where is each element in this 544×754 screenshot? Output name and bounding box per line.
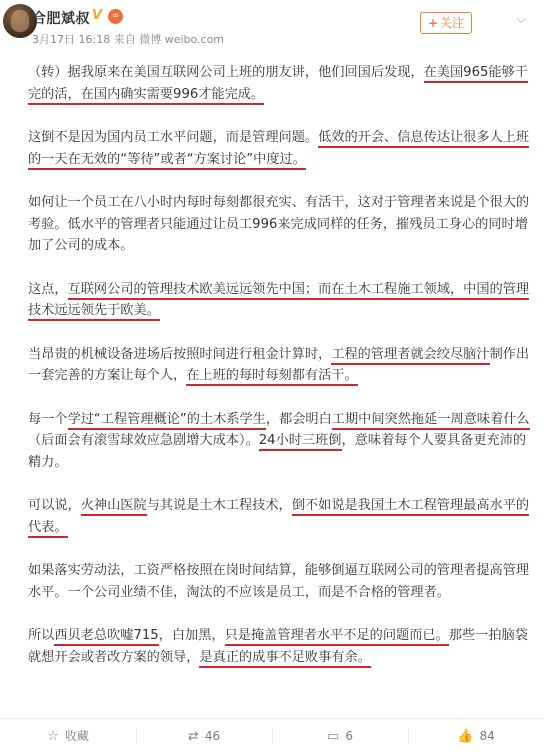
text-segment: 那些一拍脑袋就想开会或者改方案的领导， <box>28 628 528 665</box>
like-button[interactable] <box>408 719 544 754</box>
text-segment: 这倒不是因为国内员工水平问题，而是管理问题。 <box>28 130 319 145</box>
plus-icon: + <box>427 16 439 30</box>
text-segment: 制作出一套完善的方案让每个人， <box>28 346 530 383</box>
text-segment: 每一个 <box>28 411 68 427</box>
underlined-text: 在美国965能够干完的活，在国内确实需要996才能完成。 <box>28 65 528 105</box>
underlined-text: 西贝老总吹嘘715 <box>54 628 158 646</box>
repost-button[interactable] <box>136 719 272 754</box>
text-segment: 如何让一个员工在八小时内每时每刻都很充实、有活干，这对于管理者来说是个很大的考验。低水平的管理者只能通过让员工996来完成同样的任务，摧残员工身心的同时增加了公司的成本。 <box>28 195 530 253</box>
follow-button[interactable] <box>420 12 472 34</box>
text-segment: （后面会有滚雪球效应急剧增大成本）。 <box>28 433 259 448</box>
paragraph-8 <box>28 560 534 603</box>
text-segment: （转）据我原来在美国互联网公司上班的朋友讲，他们回国后发现， <box>28 65 424 80</box>
post-content <box>28 62 534 690</box>
comment-icon: ▭ <box>327 729 340 744</box>
underlined-text: 工期中间突然拖延一周意味着什么 <box>332 412 530 430</box>
underlined-text: 24小时三班倒 <box>259 433 342 451</box>
text-segment: 这点， <box>28 281 68 297</box>
comment-button[interactable] <box>272 719 408 754</box>
paragraph-7 <box>28 495 534 538</box>
underlined-text: 在上班的每时每刻都有活干。 <box>186 368 357 386</box>
text-segment: ，白加黑， <box>158 628 225 643</box>
post-meta <box>32 31 224 47</box>
username[interactable]: 合肥斌叔 <box>32 11 90 27</box>
post-date[interactable]: 3月17日 16:18 <box>32 33 111 46</box>
favorite-label: 收藏 <box>64 729 89 743</box>
underlined-text: 互联网公司的管理技术欧美远远领先中国；而在土木工程施工领域，中国的管理技术远远领先于欧美。 <box>28 282 529 322</box>
underlined-text: 只是掩盖管理者水平不足的问题而已。 <box>225 628 449 646</box>
underlined-text: 学过“工程管理概论”的土木系学生 <box>68 412 266 430</box>
underlined-text: 火神山医院 <box>81 498 147 516</box>
action-bar <box>0 718 544 754</box>
text-segment: 与其说是土木工程技术， <box>146 498 292 513</box>
paragraph-2 <box>28 127 534 170</box>
text-segment: 可以说， <box>28 498 81 513</box>
underlined-text: 是真正的成事不足败事有余。 <box>199 650 370 668</box>
thumbs-up-icon: 👍 <box>457 729 474 744</box>
level-badge-icon: ∞ <box>108 9 123 24</box>
paragraph-9 <box>28 625 534 668</box>
underlined-text: 倒不如说是我国土木工程管理最高水平的代表。 <box>28 498 529 538</box>
repost-count: 46 <box>204 729 221 743</box>
star-icon: ☆ <box>47 729 59 744</box>
text-segment: 当昂贵的机械设备进场后按照时间进行租金计算时， <box>28 346 332 362</box>
paragraph-3 <box>28 192 534 257</box>
comment-count: 6 <box>345 729 353 743</box>
text-segment: 所以 <box>28 628 55 643</box>
follow-label: 关注 <box>440 16 465 30</box>
repost-icon: ⇄ <box>187 729 199 744</box>
favorite-button[interactable] <box>0 719 136 754</box>
text-segment: ，意味着每个人要具备更充沛的精力。 <box>28 433 527 470</box>
post-header <box>0 0 544 46</box>
text-segment: 如果落实劳动法，工资严格按照在岗时间结算，能够倒逼互联网公司的管理者提高管理水平。一个公司业绩不佳，淘汰的不应该是员工，而是不合格的管理者。 <box>28 563 530 600</box>
paragraph-6 <box>28 409 534 474</box>
paragraph-1 <box>28 62 534 105</box>
post-source[interactable]: 来自 微博 weibo.com <box>113 33 225 46</box>
like-count: 84 <box>479 729 495 743</box>
paragraph-4 <box>28 279 534 322</box>
chevron-down-icon[interactable]: ⌵ <box>516 12 526 26</box>
underlined-text: 工程的管理者就会绞尽脑汁 <box>331 347 489 365</box>
paragraph-5 <box>28 344 534 387</box>
text-segment: ，都会明白 <box>265 411 332 427</box>
underlined-text: 低效的开会、信息传达让很多人上班的一天在无效的“等待”或者“方案讨论”中度过。 <box>28 130 529 170</box>
verified-icon: V <box>92 8 103 23</box>
